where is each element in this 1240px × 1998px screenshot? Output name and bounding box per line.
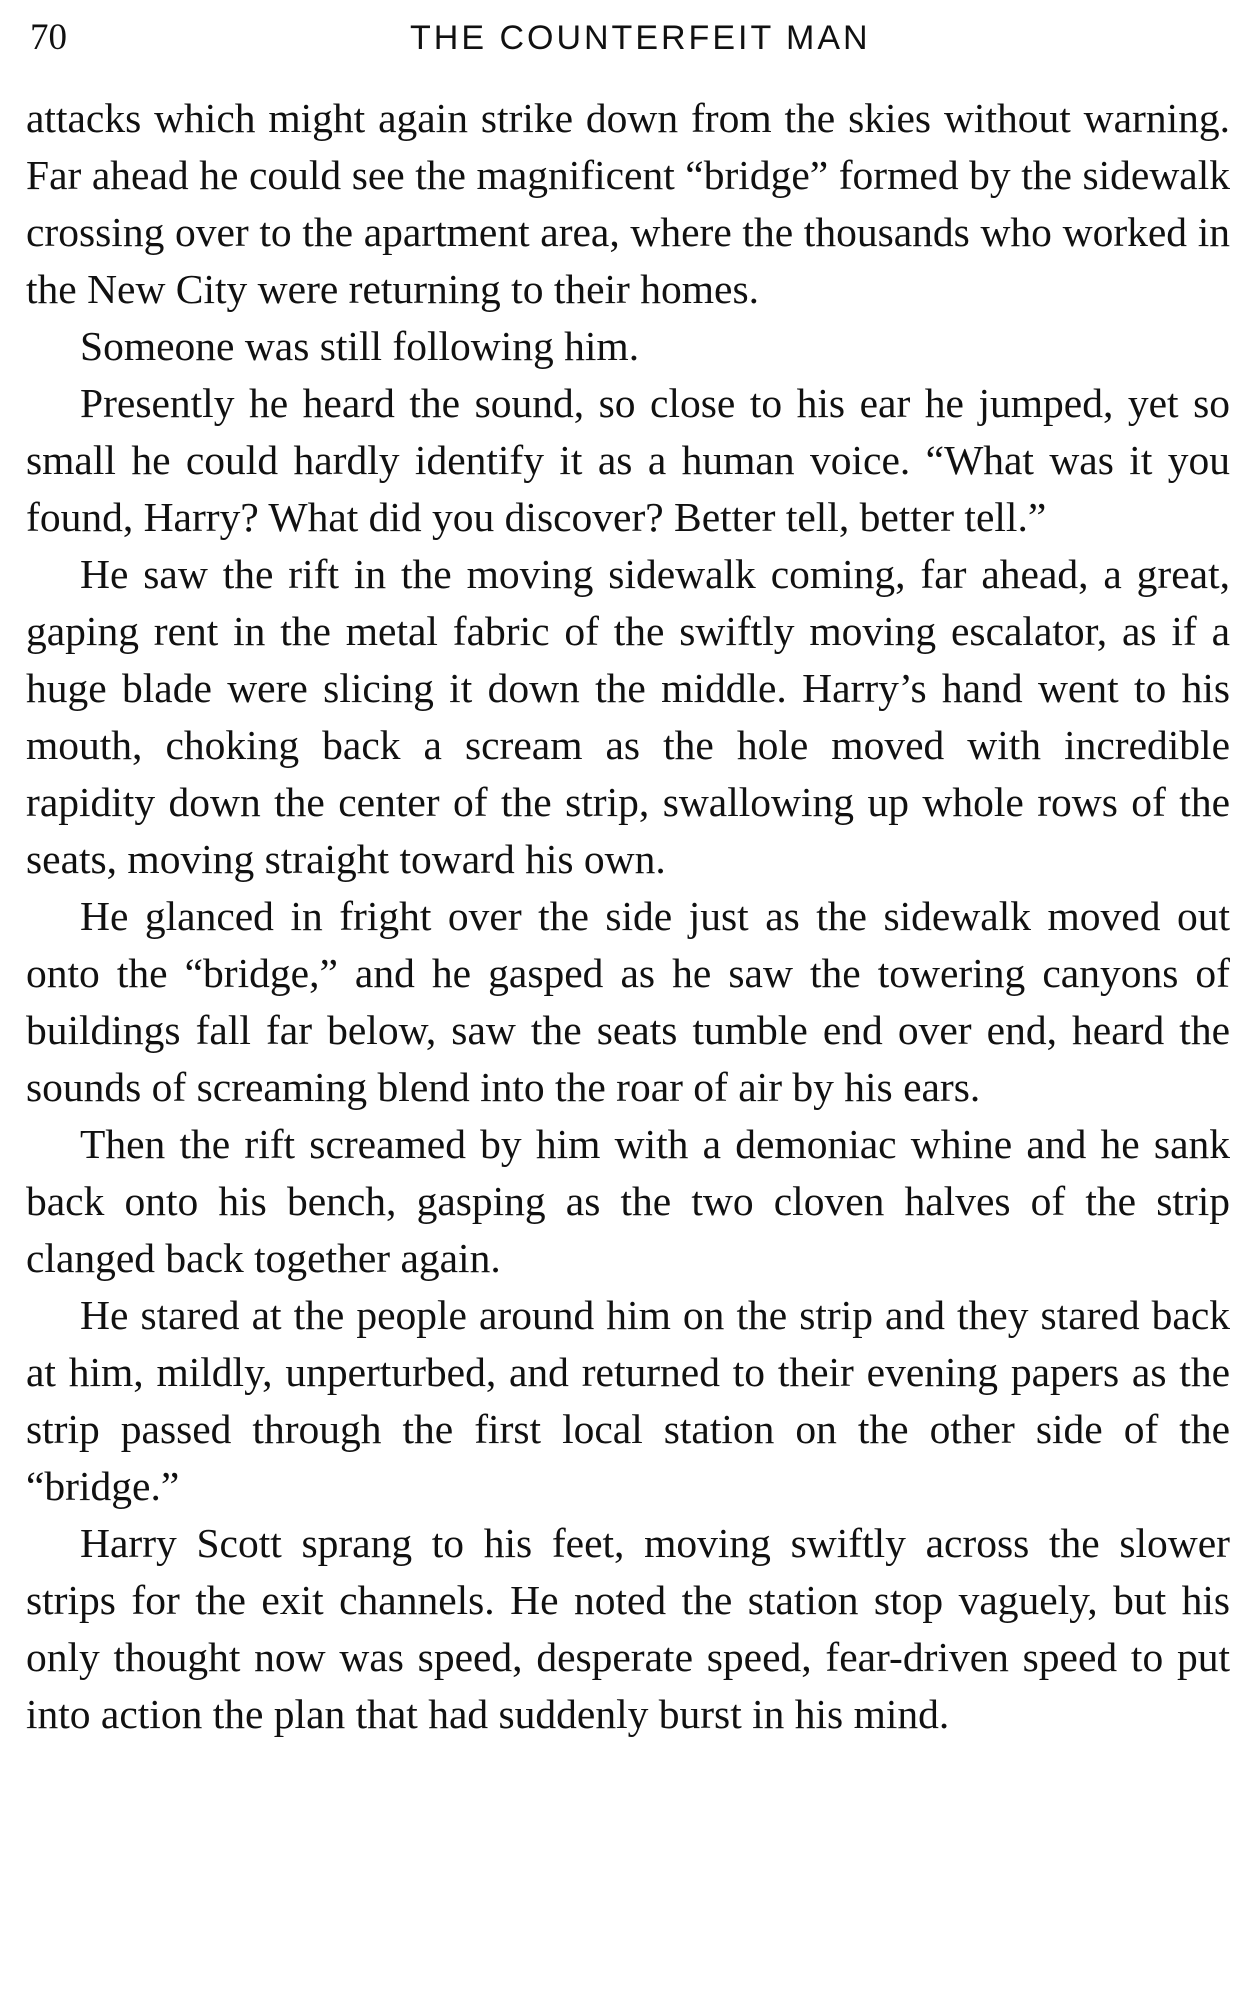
book-title: THE COUNTERFEIT MAN <box>410 19 871 57</box>
paragraph: Then the rift screamed by him with a demoniac whine and he sank back onto his bench, gasping as the two cloven halves of the strip clanged back together again. <box>26 1121 1230 1281</box>
paragraph: He stared at the people around him on the strip and they stared back at him, mildly, unperturbed, and returned to their evening papers as the strip passed through the first local station on the other side of the “bridge.” <box>26 1292 1230 1509</box>
paragraph: Presently he heard the sound, so close to his ear he jumped, yet so small he could hardly identify it as a human voice. “What was it you found, Harry? What did you discover? Better tell, better tell.” <box>26 380 1230 540</box>
paragraph: He saw the rift in the moving sidewalk coming, far ahead, a great, gaping rent in the metal fabric of the swiftly moving escalator, as if a huge blade were slicing it down the middle. Harry’s hand went to his mouth, choking back a scream as the hole moved with incredible rapidity down the center of the strip, swallowing up whole rows of the seats, moving straight toward his own. <box>26 551 1230 882</box>
paragraph: Harry Scott sprang to his feet, moving swiftly across the slower strips for the exit channels. He noted the station stop vaguely, but his only thought now was speed, desperate speed, fear-driven speed to put into action the plan that had suddenly burst in his mind. <box>26 1520 1230 1737</box>
page-number: 70 <box>30 17 67 58</box>
body-text <box>26 90 1230 1743</box>
paragraph: Someone was still following him. <box>80 323 640 369</box>
running-head <box>30 12 1235 64</box>
paragraph: He glanced in fright over the side just as the sidewalk moved out onto the “bridge,” and he gasped as he saw the towering canyons of buildings fall far below, saw the seats tumble end over end, heard the sounds of screaming blend into the roar of air by his ears. <box>26 893 1230 1110</box>
paragraph: attacks which might again strike down from the skies without warning. Far ahead he could see the magnificent “bridge” formed by the sidewalk crossing over to the apartment area, where the thousands who worked in the New City were returning to their homes. <box>26 95 1230 312</box>
